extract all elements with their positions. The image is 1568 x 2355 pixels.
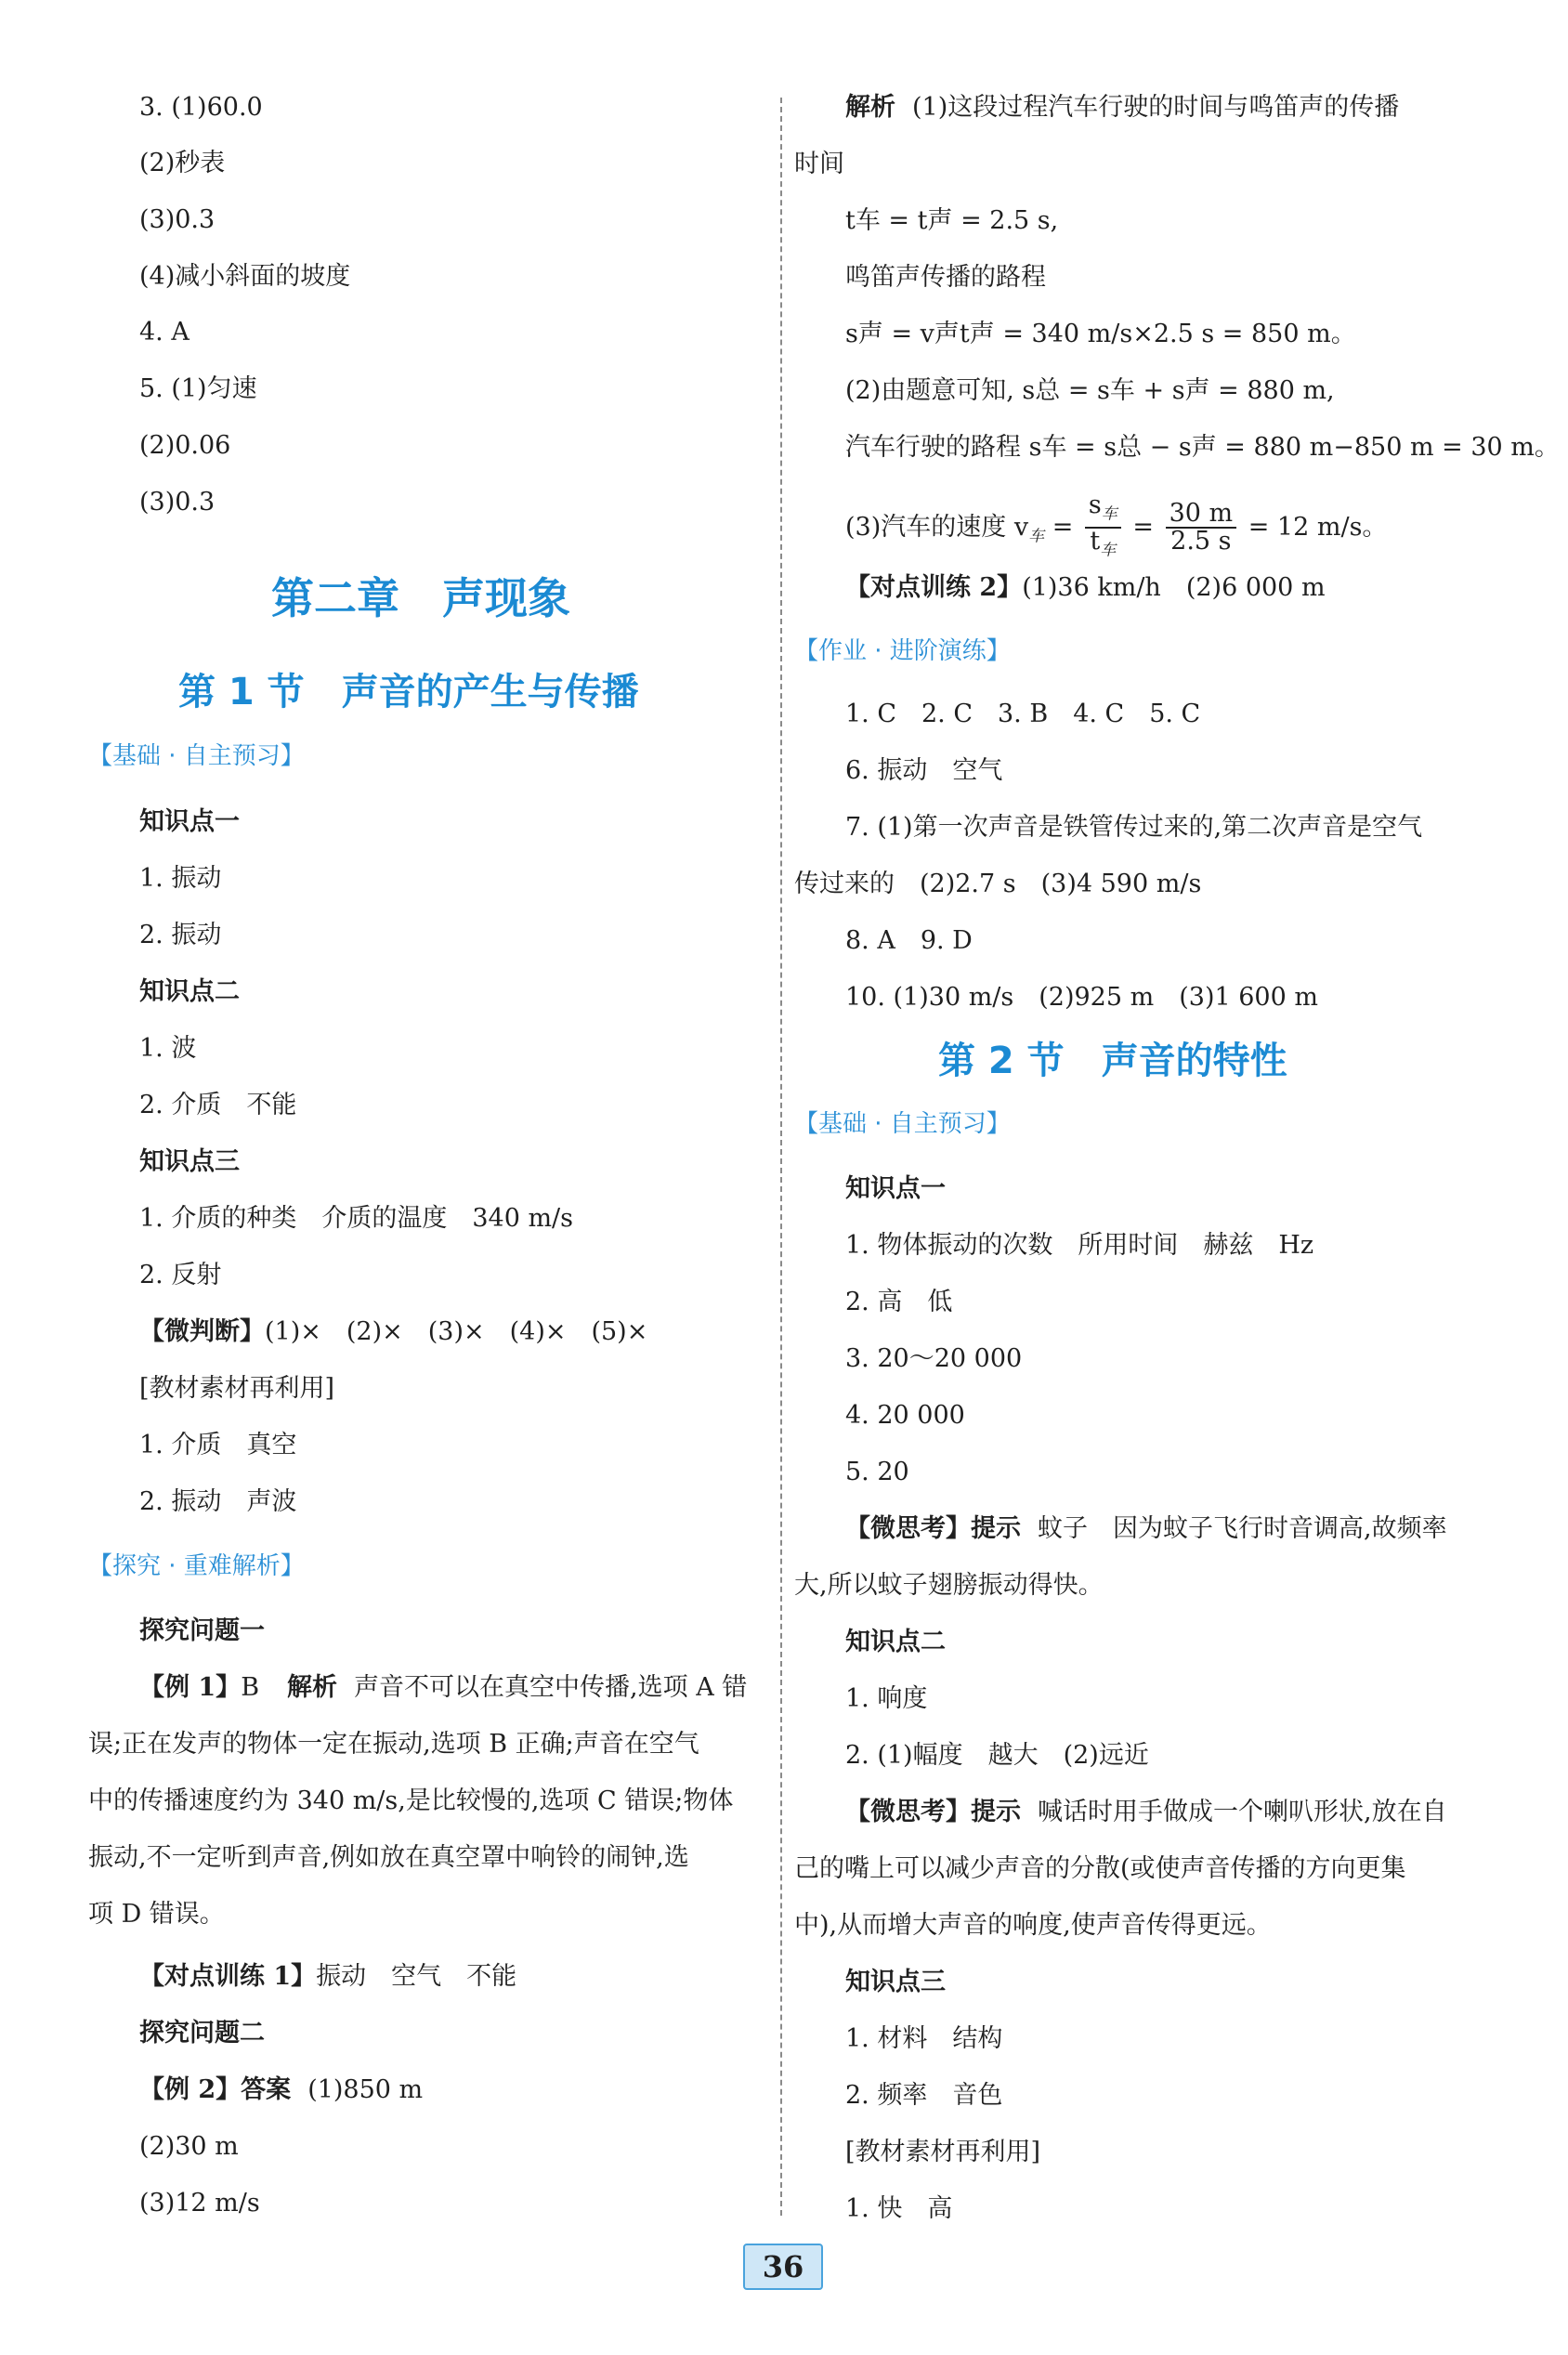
micro-think-1-line-2: 大,所以蚊子翅膀振动得快。 — [794, 1571, 1104, 1600]
kp3-item-2: 2. 反射 — [139, 1261, 222, 1289]
example-2-line-1 — [139, 2074, 423, 2107]
analysis-line-5: 汽车行驶的路程 s车 = s总 − s声 = 880 m−850 m = 30 m。 — [845, 433, 1560, 462]
example-1-analysis-label: 解析 — [287, 1673, 338, 1702]
analysis-speed-formula: (3)汽车的速度 $v_车$ = $\frac{s_车}{t_车}$ = $\frac{30 m}{2.5 s}$ = 12 m/s。 — [845, 492, 1387, 564]
homework-6: 6. 振动 空气 — [845, 756, 1003, 785]
answer-3-4: (4)减小斜面的坡度 — [139, 262, 351, 291]
answer-3-3: (3)0.3 — [139, 205, 216, 234]
homework-1-5: 1. C 2. C 3. B 4. C 5. C — [845, 700, 1201, 728]
example-2-answer-3: (3)12 m/s — [139, 2189, 260, 2218]
example-1-text-1: 声音不可以在真空中传播,选项 A 错 — [354, 1673, 748, 1702]
answer-5-1: 5. (1)匀速 — [139, 374, 257, 403]
knowledge-point-3: 知识点三 — [139, 1147, 240, 1176]
answer-4: 4. A — [139, 318, 189, 347]
analysis-line-2: 时间 — [794, 150, 844, 178]
answer-5-3: (3)0.3 — [139, 488, 216, 517]
analysis-line-4: (2)由题意可知, s总 = s车 + s声 = 880 m, — [845, 376, 1335, 405]
tag-explore: 【探究 · 重难解析】 — [88, 1552, 305, 1580]
training-1-label: 【对点训练 1】 — [139, 1962, 317, 1991]
chapter-title: 第二章 声现象 — [271, 573, 570, 623]
micro-think-2-line-2: 己的嘴上可以减少声音的分散(或使声音传播的方向更集 — [794, 1854, 1406, 1883]
s2-kp1-item-4: 4. 20 000 — [845, 1401, 965, 1430]
s2-kp1-item-5: 5. 20 — [845, 1458, 909, 1486]
micro-judge-text: (1)× (2)× (3)× (4)× (5)× — [265, 1317, 648, 1346]
s2-kp1-item-2: 2. 高 低 — [845, 1288, 953, 1316]
micro-judge — [139, 1315, 647, 1349]
example-1-line-4: 振动,不一定听到声音,例如放在真空罩中响铃的闹钟,选 — [88, 1843, 689, 1872]
homework-7-line-2: 传过来的 (2)2.7 s (3)4 590 m/s — [794, 870, 1202, 898]
training-2-text: (1)36 km/h (2)6 000 m — [1022, 573, 1326, 602]
tag-homework: 【作业 · 进阶演练】 — [794, 637, 1011, 665]
textbook-reuse-heading: [教材素材再利用] — [139, 1374, 335, 1403]
knowledge-point-1: 知识点一 — [139, 807, 240, 836]
micro-think-2-line-1 — [845, 1796, 1447, 1829]
textbook-item-1: 1. 介质 真空 — [139, 1431, 297, 1459]
kp2-item-1: 1. 波 — [139, 1034, 197, 1063]
page-number: 36 — [743, 2244, 823, 2290]
example-1-line-5: 项 D 错误。 — [88, 1900, 225, 1929]
analysis-distance-formula: s声 = v声t声 = 340 m/s×2.5 s = 850 m。 — [845, 320, 1356, 348]
answer-3-1: 3. (1)60.0 — [139, 93, 263, 122]
kp1-item-1: 1. 振动 — [139, 864, 222, 893]
training-2-label: 【对点训练 2】 — [845, 573, 1023, 602]
s2-knowledge-point-1: 知识点一 — [845, 1174, 946, 1203]
answer-3-2: (2)秒表 — [139, 149, 226, 177]
s2-knowledge-point-3: 知识点三 — [845, 1968, 946, 1996]
training-1 — [139, 1960, 516, 1994]
s2-knowledge-point-2: 知识点二 — [845, 1628, 946, 1656]
s2-kp1-item-1: 1. 物体振动的次数 所用时间 赫兹 Hz — [845, 1231, 1314, 1260]
explore-question-2: 探究问题二 — [139, 2019, 265, 2048]
analysis-time-formula: t车 = t声 = 2.5 s, — [845, 206, 1059, 235]
kp1-item-2: 2. 振动 — [139, 921, 222, 949]
answer-5-2: (2)0.06 — [139, 431, 231, 460]
s2-kp1-item-3: 3. 20～20 000 — [845, 1344, 1023, 1373]
example-2-label: 【例 2】答案 — [139, 2075, 292, 2104]
homework-8-9: 8. A 9. D — [845, 926, 973, 955]
homework-10: 10. (1)30 m/s (2)925 m (3)1 600 m — [845, 983, 1318, 1012]
example-2-answer-1: (1)850 m — [307, 2075, 424, 2104]
example-1-line-1 — [139, 1671, 747, 1705]
example-1-label: 【例 1】 — [139, 1673, 242, 1702]
micro-think-2-text-1: 喊话时用手做成一个喇叭形状,放在自 — [1038, 1798, 1447, 1826]
speed-result: = 12 m/s。 — [1248, 512, 1388, 542]
analysis-text-1: (1)这段过程汽车行驶的时间与鸣笛声的传播 — [912, 93, 1400, 122]
micro-think-2-line-3: 中),从而增大声音的响度,使声音传得更远。 — [794, 1911, 1272, 1940]
speed-fraction-numeric — [1166, 501, 1237, 555]
kp2-item-2: 2. 介质 不能 — [139, 1091, 297, 1119]
s2-kp3-item-1: 1. 材料 结构 — [845, 2024, 1003, 2053]
micro-judge-label: 【微判断】 — [139, 1317, 265, 1346]
speed-fraction-numerator: 30 m — [1166, 501, 1237, 529]
tag-basic-preview-2: 【基础 · 自主预习】 — [794, 1110, 1011, 1138]
micro-think-1-line-1 — [845, 1512, 1447, 1546]
s2-kp2-item-1: 1. 响度 — [845, 1684, 928, 1713]
speed-fraction-symbolic: $\frac{s_车}{t_车}$ — [1085, 492, 1121, 564]
kp3-item-1: 1. 介质的种类 介质的温度 340 m/s — [139, 1204, 574, 1233]
example-2-answer-2: (2)30 m — [139, 2132, 239, 2161]
homework-7-line-1: 7. (1)第一次声音是铁管传过来的,第二次声音是空气 — [845, 813, 1423, 842]
micro-think-1-text-1: 蚊子 因为蚊子飞行时音调高,故频率 — [1038, 1514, 1447, 1543]
example-1-answer: B — [241, 1673, 260, 1702]
example-1-line-3: 中的传播速度约为 340 m/s,是比较慢的,选项 C 错误;物体 — [88, 1786, 734, 1815]
knowledge-point-2: 知识点二 — [139, 977, 240, 1006]
micro-think-2-label: 【微思考】提示 — [845, 1798, 1021, 1826]
column-divider — [780, 98, 782, 2216]
s2-textbook-reuse-heading: [教材素材再利用] — [845, 2138, 1041, 2166]
analysis-label: 解析 — [845, 93, 895, 122]
section-2-title: 第 2 节 声音的特性 — [938, 1040, 1287, 1082]
tag-basic-preview: 【基础 · 自主预习】 — [88, 742, 305, 770]
section-1-title: 第 1 节 声音的产生与传播 — [178, 671, 639, 713]
training-1-text: 振动 空气 不能 — [316, 1962, 517, 1991]
s2-kp3-item-2: 2. 频率 音色 — [845, 2081, 1003, 2110]
textbook-item-2: 2. 振动 声波 — [139, 1487, 297, 1516]
s2-textbook-item-1: 1. 快 高 — [845, 2194, 953, 2223]
analysis-line-3: 鸣笛声传播的路程 — [845, 263, 1046, 292]
speed-fraction-denominator: 2.5 s — [1170, 527, 1232, 556]
analysis-line-1 — [845, 91, 1399, 124]
training-2 — [845, 571, 1326, 605]
example-1-line-2: 误;正在发声的物体一定在振动,选项 B 正确;声音在空气 — [88, 1730, 699, 1759]
s2-kp2-item-2: 2. (1)幅度 越大 (2)远近 — [845, 1741, 1149, 1770]
explore-question-1: 探究问题一 — [139, 1616, 265, 1645]
micro-think-1-label: 【微思考】提示 — [845, 1514, 1021, 1543]
analysis-speed-prefix: (3)汽车的速度 — [845, 512, 1007, 542]
